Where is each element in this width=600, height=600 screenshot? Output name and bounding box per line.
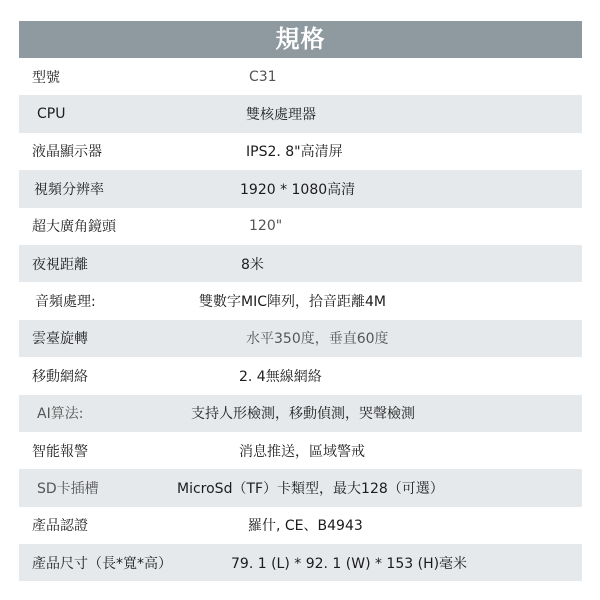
spec-row-sd-slot	[19, 469, 582, 506]
spec-label: CPU	[37, 106, 66, 123]
spec-label: 液晶顯示器	[32, 144, 102, 161]
spec-row-network	[19, 357, 582, 394]
spec-label: AI算法:	[37, 406, 84, 423]
spec-value: 79. 1 (L) * 92. 1 (W) * 153 (H)毫米	[231, 555, 468, 572]
spec-row-dimensions	[19, 544, 582, 581]
spec-label: 視頻分辨率	[34, 181, 104, 198]
spec-value: 雙核處理器	[246, 107, 316, 124]
spec-row-lcd	[19, 133, 582, 170]
spec-label: SD卡插槽	[37, 480, 99, 497]
spec-row-model	[19, 58, 582, 95]
spec-label: 智能報警	[32, 443, 88, 460]
spec-value: 2. 4無線網絡	[239, 368, 322, 385]
spec-value: 羅什, CE、B4943	[248, 518, 363, 535]
spec-label: 型號	[32, 69, 60, 86]
spec-value: 1920 * 1080高清	[240, 181, 356, 198]
spec-value: 8米	[241, 256, 264, 273]
spec-row-alarm	[19, 432, 582, 469]
spec-value: 消息推送，區域警戒	[239, 443, 365, 460]
spec-row-audio	[19, 282, 582, 319]
spec-value: 水平350度，垂直60度	[246, 331, 389, 348]
spec-row-ai	[19, 395, 582, 432]
spec-value: IPS2. 8"高清屏	[246, 144, 343, 161]
spec-value: 支持人形檢測，移動偵測，哭聲檢測	[191, 406, 415, 423]
spec-label: 移動網絡	[32, 368, 88, 385]
spec-table	[19, 21, 582, 581]
spec-label: 夜視距離	[32, 256, 88, 273]
spec-value: 120"	[249, 218, 283, 235]
spec-row-cpu	[19, 95, 582, 132]
spec-row-resolution	[19, 170, 582, 207]
spec-label: 音頻處理:	[35, 294, 96, 311]
spec-label: 產品認證	[32, 518, 88, 535]
spec-label: 雲臺旋轉	[32, 331, 88, 348]
spec-row-certification	[19, 507, 582, 544]
spec-row-lens	[19, 208, 582, 245]
spec-label: 超大廣角鏡頭	[32, 219, 116, 236]
spec-value: MicroSd（TF）卡類型，最大128（可選）	[177, 480, 444, 497]
spec-value: C31	[249, 68, 277, 85]
spec-value: 雙數字MIC陣列，拾音距離4M	[199, 294, 386, 311]
spec-header: 規格	[19, 21, 582, 58]
spec-label: 產品尺寸（長*寬*高）	[32, 555, 172, 572]
spec-row-pan-tilt	[19, 320, 582, 357]
spec-row-night-vision	[19, 245, 582, 282]
